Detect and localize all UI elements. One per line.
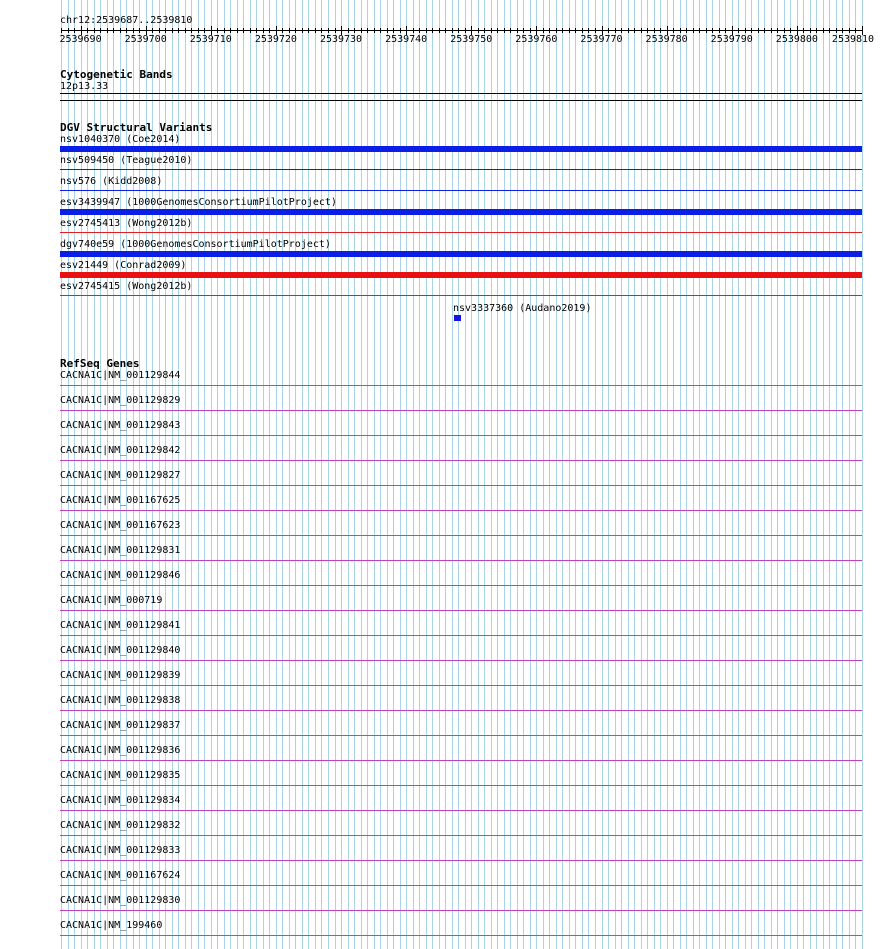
ruler-tick-label: 2539780: [645, 34, 688, 45]
gene-intron-line[interactable]: [60, 385, 862, 386]
gene-intron-line[interactable]: [60, 735, 862, 736]
gene-label[interactable]: CACNA1C|NM_199460: [60, 920, 163, 931]
gene-label[interactable]: CACNA1C|NM_001129846: [60, 570, 181, 581]
dgv-variant-label[interactable]: esv2745415 (Wong2012b): [60, 281, 193, 292]
gene-label[interactable]: CACNA1C|NM_001129843: [60, 420, 181, 431]
gene-intron-line[interactable]: [60, 660, 862, 661]
gene-label[interactable]: CACNA1C|NM_001129837: [60, 720, 181, 731]
cytoband-line-top: [60, 93, 862, 94]
refseq-track-title: RefSeq Genes: [60, 357, 140, 370]
gene-intron-line[interactable]: [60, 435, 862, 436]
gene-intron-line[interactable]: [60, 460, 862, 461]
ruler-tick-label: 2539710: [189, 34, 232, 45]
dgv-variant-label[interactable]: esv3439947 (1000GenomesConsortiumPilotProject): [60, 197, 337, 208]
dgv-variant-label[interactable]: nsv1040370 (Coe2014): [60, 134, 181, 145]
ruler-tick-label: 2539750: [450, 34, 493, 45]
cytoband-line-bottom: [60, 100, 862, 101]
gene-label[interactable]: CACNA1C|NM_001129827: [60, 470, 181, 481]
gene-intron-line[interactable]: [60, 560, 862, 561]
gene-intron-line[interactable]: [60, 910, 862, 911]
gene-label[interactable]: CACNA1C|NM_001167625: [60, 495, 181, 506]
gene-label[interactable]: CACNA1C|NM_001167623: [60, 520, 181, 531]
ruler-tick-label: 2539760: [515, 34, 558, 45]
gene-intron-line[interactable]: [60, 935, 862, 936]
gene-intron-line[interactable]: [60, 835, 862, 836]
gene-intron-line[interactable]: [60, 485, 862, 486]
dgv-variant-bar[interactable]: [60, 272, 862, 278]
gene-intron-line[interactable]: [60, 710, 862, 711]
gene-intron-line[interactable]: [60, 585, 862, 586]
gene-intron-line[interactable]: [60, 610, 862, 611]
gene-label[interactable]: CACNA1C|NM_001129839: [60, 670, 181, 681]
dgv-variant-label[interactable]: dgv740e59 (1000GenomesConsortiumPilotProject): [60, 239, 331, 250]
gene-intron-line[interactable]: [60, 785, 862, 786]
gene-label[interactable]: CACNA1C|NM_001129838: [60, 695, 181, 706]
gene-label[interactable]: CACNA1C|NM_000719: [60, 595, 163, 606]
dgv-variant-bar[interactable]: [60, 146, 862, 152]
gene-intron-line[interactable]: [60, 760, 862, 761]
gene-label[interactable]: CACNA1C|NM_001129832: [60, 820, 181, 831]
gene-label[interactable]: CACNA1C|NM_001129841: [60, 620, 181, 631]
ruler-tick-label: 2539800: [775, 34, 818, 45]
ruler-tick-label: 2539730: [319, 34, 363, 45]
ruler-tick-label: 2539770: [580, 34, 623, 45]
point-variant-marker[interactable]: [454, 315, 461, 321]
gene-label[interactable]: CACNA1C|NM_001129842: [60, 445, 181, 456]
ruler-tick-label: 2539790: [710, 34, 753, 45]
ruler-tick-label: 2539690: [59, 34, 102, 45]
gene-label[interactable]: CACNA1C|NM_001129831: [60, 545, 181, 556]
region-coordinates: chr12:2539687..2539810: [60, 15, 193, 26]
dgv-track-title: DGV Structural Variants: [60, 121, 213, 134]
gene-label[interactable]: CACNA1C|NM_001129836: [60, 745, 181, 756]
gene-label[interactable]: CACNA1C|NM_001167624: [60, 870, 181, 881]
ruler-tick-label: 2539810: [831, 34, 875, 45]
dgv-variant-bar[interactable]: [60, 295, 862, 296]
gene-intron-line[interactable]: [60, 885, 862, 886]
cytoband-track-title: Cytogenetic Bands: [60, 68, 173, 81]
gene-label[interactable]: CACNA1C|NM_001129835: [60, 770, 181, 781]
dgv-variant-label[interactable]: esv2745413 (Wong2012b): [60, 218, 193, 229]
ruler-tick-label: 2539700: [124, 34, 167, 45]
cytoband-label[interactable]: 12p13.33: [60, 81, 109, 92]
ruler-tick-label: 2539740: [385, 34, 428, 45]
gene-intron-line[interactable]: [60, 810, 862, 811]
gene-intron-line[interactable]: [60, 685, 862, 686]
gene-label[interactable]: CACNA1C|NM_001129840: [60, 645, 181, 656]
point-variant-label[interactable]: nsv3337360 (Audano2019): [453, 303, 592, 314]
ruler-tick-label: 2539720: [254, 34, 297, 45]
gene-label[interactable]: CACNA1C|NM_001129833: [60, 845, 181, 856]
dgv-variant-bar[interactable]: [60, 251, 862, 257]
dgv-variant-bar[interactable]: [60, 209, 862, 215]
dgv-variant-bar[interactable]: [60, 190, 862, 191]
gene-intron-line[interactable]: [60, 635, 862, 636]
gene-intron-line[interactable]: [60, 535, 862, 536]
dgv-variant-label[interactable]: esv21449 (Conrad2009): [60, 260, 187, 271]
gene-label[interactable]: CACNA1C|NM_001129844: [60, 370, 181, 381]
gene-intron-line[interactable]: [60, 510, 862, 511]
dgv-variant-label[interactable]: nsv509450 (Teague2010): [60, 155, 193, 166]
gene-label[interactable]: CACNA1C|NM_001129829: [60, 395, 181, 406]
dgv-variant-bar[interactable]: [60, 232, 862, 233]
gene-intron-line[interactable]: [60, 860, 862, 861]
gene-label[interactable]: CACNA1C|NM_001129830: [60, 895, 181, 906]
dgv-variant-label[interactable]: nsv576 (Kidd2008): [60, 176, 163, 187]
gene-label[interactable]: CACNA1C|NM_001129834: [60, 795, 181, 806]
dgv-variant-bar[interactable]: [60, 169, 862, 170]
gene-intron-line[interactable]: [60, 410, 862, 411]
